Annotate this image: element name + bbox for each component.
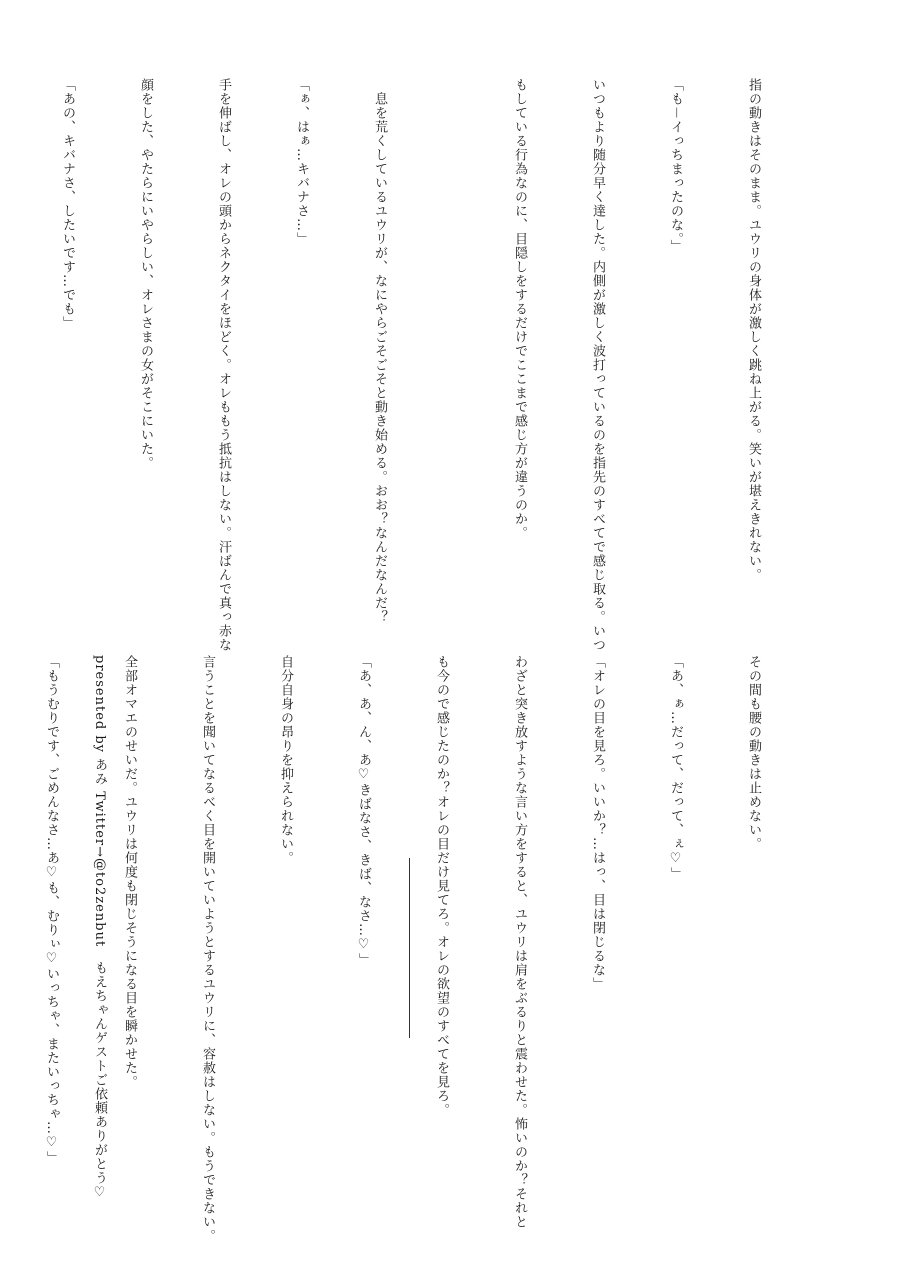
section-divider	[409, 858, 410, 1038]
text-line: 全部オマエのせいだ。ユウリは何度も閉じそうになる目を瞬かせた。	[122, 655, 137, 1089]
text-line: わざと突き放すような言い方をすると、ユウリは肩をぶるりと震わせた。怖いのか？それと	[512, 655, 527, 1229]
text-line: も今ので感じたのか？オレの目だけ見てろ。オレの欲望のすべてを見ろ。	[434, 655, 449, 1117]
text-line: 息を荒くしているユウリが、なにやらごそごそと動き始める。おお？なんだなんだ？	[372, 78, 387, 624]
text-line: 「も－イっちまったのな。」	[668, 78, 683, 254]
text-line: 「あの、キバナさ、したいです…でも」	[60, 78, 75, 330]
upper-text-block	[60, 78, 818, 652]
text-line: 自分自身の昂りを抑えられない。	[278, 655, 293, 865]
text-line: 指の動きはそのまま。ユウリの身体が激しく跳ね上がる。笑いが堪えきれない。	[746, 78, 761, 582]
text-line: 「オレの目を見ろ。いいか？…はっ、目は閉じるな」	[590, 655, 605, 991]
text-line: 「あ、あ、ん、あ♡きばなさ、きば、なさ…♡」	[356, 655, 371, 967]
author-credit: presented by あみ Twitter→@to2zenbut もえちゃんゲストご依頼ありがとう♡	[92, 655, 107, 1202]
lower-text-block	[44, 655, 818, 1243]
text-line: もしている行為なのに、目隠しをするだけでここまで感じ方が違うのか。	[512, 78, 527, 540]
text-line: 手を伸ばし、オレの頭からネクタイをほどく。オレももう抵抗はしない。汗ばんで真っ赤な	[216, 78, 231, 652]
text-line	[0, 78, 2, 618]
text-line: 「もうむりです、ごめんなさ…あ♡も、むりぃ♡いっちゃ、またいっちゃ…♡」	[44, 655, 59, 1165]
text-line: 顔をした、やたらにいやらしい、オレさまの女がそこにいた。	[138, 78, 153, 470]
text-line: その間も腰の動きは止めない。	[746, 655, 761, 851]
text-line: 「ぁ、はぁ…キバナさ…」	[294, 78, 309, 246]
text-line: いつもより随分早く達した。内側が激しく波打っているのを指先のすべてで感じ取る。いつ	[590, 78, 605, 652]
text-line: 「あ、ぁ…だって、だって、ぇ♡」	[668, 655, 683, 881]
text-line: 言うことを聞いてなるべく目を開いていようとするユウリに、容赦はしない。もうできない。	[200, 655, 215, 1243]
